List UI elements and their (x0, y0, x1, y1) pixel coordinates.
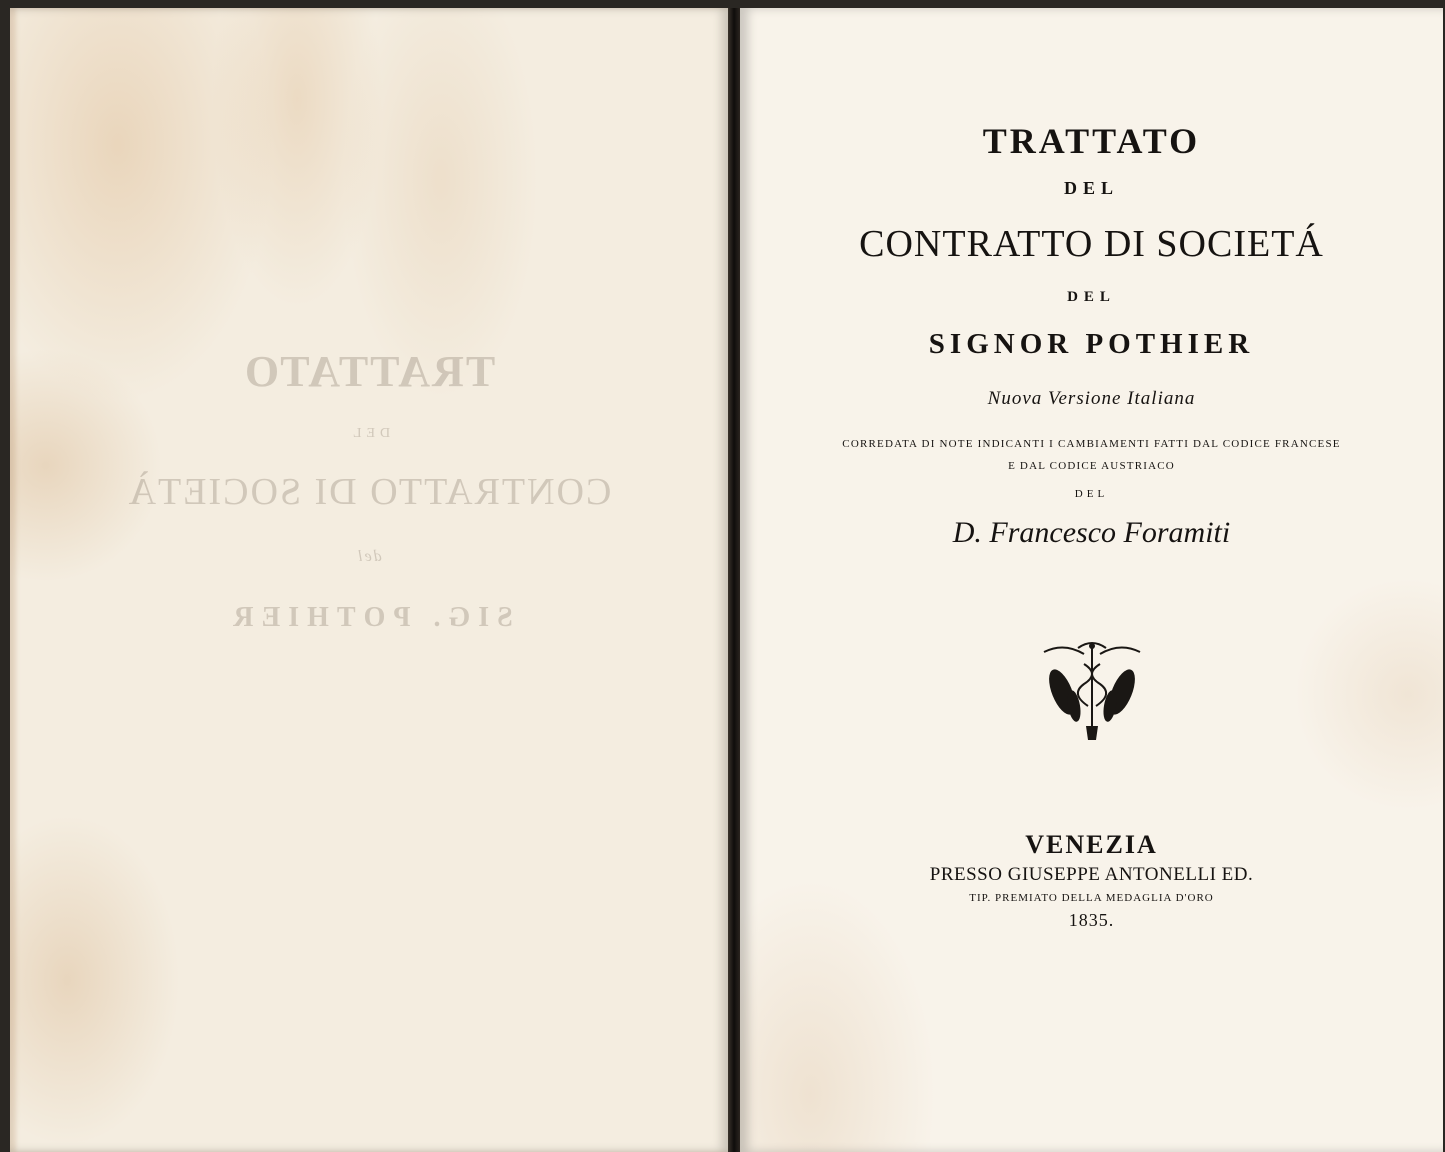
notes-line-2: E DAL CODICE AUSTRIACO (1008, 460, 1175, 472)
bleed-through-del: DEL (347, 426, 391, 441)
publisher-line: PRESSO GIUSEPPE ANTONELLI ED. (929, 864, 1254, 885)
translator-name: D. Francesco Foramiti (952, 516, 1231, 549)
bleed-through-title: TRATTATO (242, 347, 496, 396)
connector-del-2: DEL (1067, 289, 1116, 305)
book-gutter (728, 8, 740, 1152)
caduceus-wheat-ornament-icon (1030, 634, 1154, 746)
bleed-through-author: SIG. POTHIER (225, 602, 513, 633)
connector-del-3: DEL (1074, 488, 1109, 500)
notes-line-1: CORREDATA DI NOTE INDICANTI I CAMBIAMENTI FATTI DAL CODICE FRANCESE (842, 438, 1341, 450)
bleed-through-subject: CONTRATTO DI SOCIETÀ (126, 471, 612, 513)
book-title: TRATTATO (982, 121, 1201, 161)
book-subject: CONTRATTO DI SOCIETÁ (859, 223, 1324, 265)
version-note: Nuova Versione Italiana (987, 388, 1196, 409)
book-author: SIGNOR POTHIER (928, 328, 1255, 360)
publication-year: 1835. (1068, 910, 1115, 930)
press-note: TIP. PREMIATO DELLA MEDAGLIA D'ORO (969, 892, 1214, 904)
title-page (740, 8, 1443, 1152)
publication-city: VENEZIA (1025, 830, 1158, 859)
left-page (10, 8, 728, 1152)
connector-del-1: DEL (1063, 178, 1119, 198)
bleed-through-del-italic: del (356, 548, 382, 565)
